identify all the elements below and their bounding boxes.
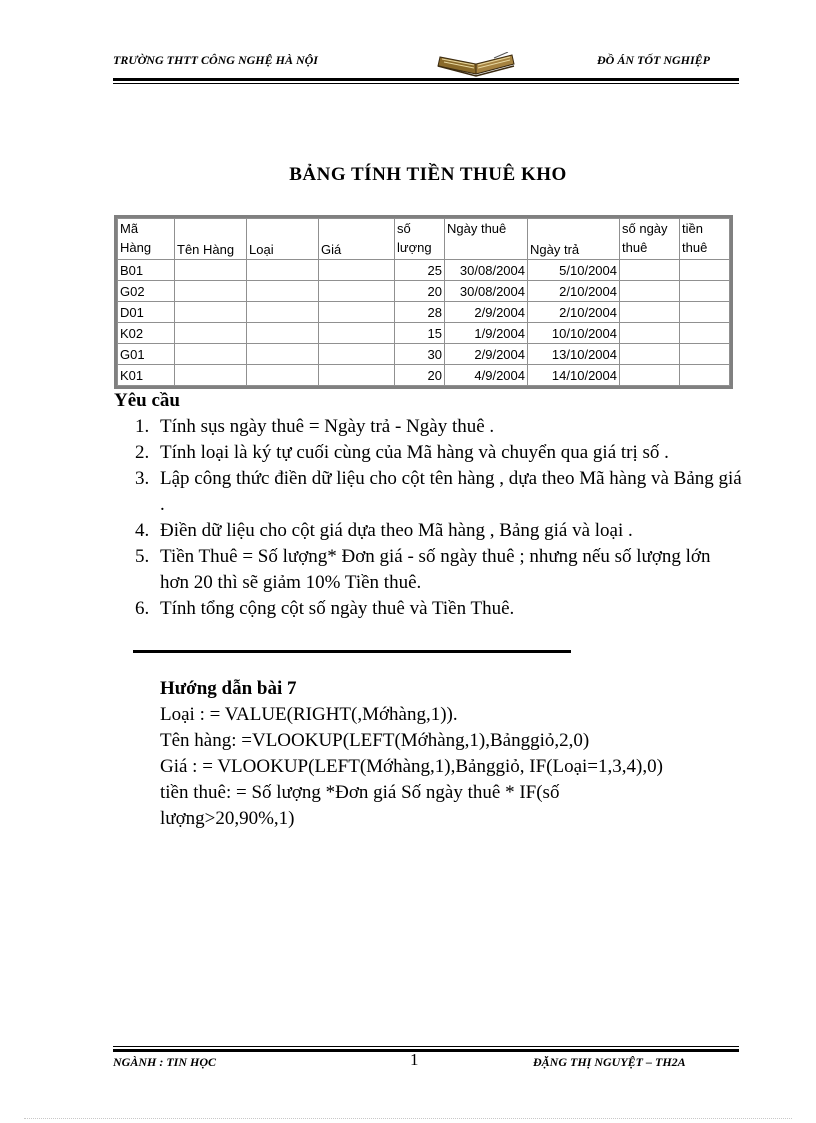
cell-ngay-thue: 30/08/2004 bbox=[445, 281, 528, 302]
footer-rule-thin bbox=[113, 1046, 739, 1047]
cell-so-ngay-thue bbox=[620, 302, 680, 323]
guide-line: lượng>20,90%,1) bbox=[160, 808, 295, 829]
cell-ten-hang bbox=[175, 344, 247, 365]
cell-ngay-tra: 2/10/2004 bbox=[528, 281, 620, 302]
guide-line: Tên hàng: =VLOOKUP(LEFT(Mớhàng,1),Bảnggiỏ,2,0) bbox=[160, 730, 590, 751]
header-school-name: TRƯỜNG THTT CÔNG NGHỆ HÀ NỘI bbox=[113, 53, 318, 67]
cell-tien-thue bbox=[680, 344, 730, 365]
cell-loai bbox=[247, 344, 319, 365]
cell-ma-hang: K02 bbox=[118, 323, 175, 344]
requirements-heading: Yêu cầu bbox=[114, 390, 180, 411]
cell-so-luong: 30 bbox=[395, 344, 445, 365]
cell-gia bbox=[319, 344, 395, 365]
col-ma-hang: Mã Hàng bbox=[118, 219, 175, 260]
cell-tien-thue bbox=[680, 323, 730, 344]
list-item: 2. Tính loại là ký tự cuối cùng của Mã hàng và chuyển qua giá trị số . bbox=[135, 442, 669, 463]
cell-so-ngay-thue bbox=[620, 365, 680, 386]
guide-heading: Hướng dẫn bài 7 bbox=[160, 678, 297, 699]
guide-line: Loại : = VALUE(RIGHT(,Mớhàng,1)). bbox=[160, 704, 458, 725]
cell-so-ngay-thue bbox=[620, 260, 680, 281]
cell-tien-thue bbox=[680, 302, 730, 323]
cell-loai bbox=[247, 260, 319, 281]
cell-ma-hang: D01 bbox=[118, 302, 175, 323]
cell-so-ngay-thue bbox=[620, 281, 680, 302]
requirements-list bbox=[114, 414, 744, 622]
table-row bbox=[118, 344, 730, 365]
cell-tien-thue bbox=[680, 281, 730, 302]
cell-tien-thue bbox=[680, 365, 730, 386]
cell-so-ngay-thue bbox=[620, 344, 680, 365]
table-header-row bbox=[118, 219, 730, 260]
list-item: 1. Tính sụs ngày thuê = Ngày trả - Ngày thuê . bbox=[135, 416, 495, 437]
cell-ngay-tra: 14/10/2004 bbox=[528, 365, 620, 386]
open-book-icon bbox=[436, 52, 518, 78]
cell-gia bbox=[319, 365, 395, 386]
footer-rule bbox=[113, 1049, 739, 1052]
rental-table bbox=[117, 218, 730, 386]
guide-section bbox=[160, 676, 663, 832]
col-gia: Giá bbox=[319, 219, 395, 260]
guide-line: tiền thuê: = Số lượng *Đơn giá Số ngày thuê * IF(số bbox=[160, 782, 560, 803]
header-rule-thin bbox=[113, 83, 739, 84]
rental-table-image bbox=[114, 215, 733, 389]
cell-ngay-thue: 2/9/2004 bbox=[445, 302, 528, 323]
col-so-ngay-thue: số ngày thuê bbox=[620, 219, 680, 260]
cell-ngay-tra: 5/10/2004 bbox=[528, 260, 620, 281]
cell-so-luong: 15 bbox=[395, 323, 445, 344]
page-edge bbox=[24, 1118, 792, 1119]
cell-tien-thue bbox=[680, 260, 730, 281]
table-row bbox=[118, 323, 730, 344]
cell-ma-hang: B01 bbox=[118, 260, 175, 281]
col-loai: Loại bbox=[247, 219, 319, 260]
cell-loai bbox=[247, 323, 319, 344]
header-project-title: ĐỒ ÁN TỐT NGHIỆP bbox=[597, 53, 710, 67]
guide-line: Giá : = VLOOKUP(LEFT(Mớhàng,1),Bảnggiỏ, IF(Loại=1,3,4),0) bbox=[160, 756, 663, 777]
cell-so-luong: 25 bbox=[395, 260, 445, 281]
cell-gia bbox=[319, 260, 395, 281]
cell-ngay-thue: 30/08/2004 bbox=[445, 260, 528, 281]
cell-so-luong: 20 bbox=[395, 365, 445, 386]
cell-ma-hang: G01 bbox=[118, 344, 175, 365]
cell-so-luong: 28 bbox=[395, 302, 445, 323]
footer-major: NGÀNH : TIN HỌC bbox=[113, 1055, 217, 1069]
cell-ten-hang bbox=[175, 281, 247, 302]
list-item: 4. Điền dữ liệu cho cột giá dựa theo Mã hàng , Bảng giá và loại . bbox=[135, 520, 633, 541]
cell-ngay-thue: 4/9/2004 bbox=[445, 365, 528, 386]
cell-ngay-thue: 1/9/2004 bbox=[445, 323, 528, 344]
cell-ten-hang bbox=[175, 302, 247, 323]
footer-author: ĐẶNG THỊ NGUYỆT – TH2A bbox=[533, 1055, 686, 1069]
cell-ngay-tra: 13/10/2004 bbox=[528, 344, 620, 365]
page-number: 1 bbox=[410, 1050, 419, 1069]
cell-ngay-tra: 2/10/2004 bbox=[528, 302, 620, 323]
cell-ma-hang: G02 bbox=[118, 281, 175, 302]
col-ngay-tra: Ngày trả bbox=[528, 219, 620, 260]
cell-ten-hang bbox=[175, 365, 247, 386]
table-row bbox=[118, 302, 730, 323]
cell-ngay-thue: 2/9/2004 bbox=[445, 344, 528, 365]
cell-ten-hang bbox=[175, 323, 247, 344]
list-item: 6. Tính tổng cộng cột số ngày thuê và Tiền Thuê. bbox=[135, 598, 515, 619]
cell-loai bbox=[247, 281, 319, 302]
list-item: 3. Lập công thức điền dữ liệu cho cột tên hàng , dựa theo Mã hàng và Bảng giá . bbox=[135, 468, 742, 515]
cell-loai bbox=[247, 365, 319, 386]
col-ten-hang: Tên Hàng bbox=[175, 219, 247, 260]
cell-so-ngay-thue bbox=[620, 323, 680, 344]
table-row bbox=[118, 281, 730, 302]
cell-ten-hang bbox=[175, 260, 247, 281]
list-item: 5. Tiền Thuê = Số lượng* Đơn giá - số ngày thuê ; nhưng nếu số lượng lớn hơn 20 thì sẽ giảm 10% Tiền thuê. bbox=[135, 546, 711, 593]
table-row bbox=[118, 260, 730, 281]
header-rule bbox=[113, 78, 739, 81]
cell-so-luong: 20 bbox=[395, 281, 445, 302]
cell-ngay-tra: 10/10/2004 bbox=[528, 323, 620, 344]
cell-gia bbox=[319, 302, 395, 323]
section-divider bbox=[133, 650, 571, 653]
col-tien-thue: tiền thuê bbox=[680, 219, 730, 260]
cell-gia bbox=[319, 323, 395, 344]
col-so-luong: số lượng bbox=[395, 219, 445, 260]
cell-ma-hang: K01 bbox=[118, 365, 175, 386]
cell-loai bbox=[247, 302, 319, 323]
cell-gia bbox=[319, 281, 395, 302]
col-ngay-thue: Ngày thuê bbox=[445, 219, 528, 260]
document-title: BẢNG TÍNH TIỀN THUÊ KHO bbox=[289, 164, 567, 185]
table-row bbox=[118, 365, 730, 386]
